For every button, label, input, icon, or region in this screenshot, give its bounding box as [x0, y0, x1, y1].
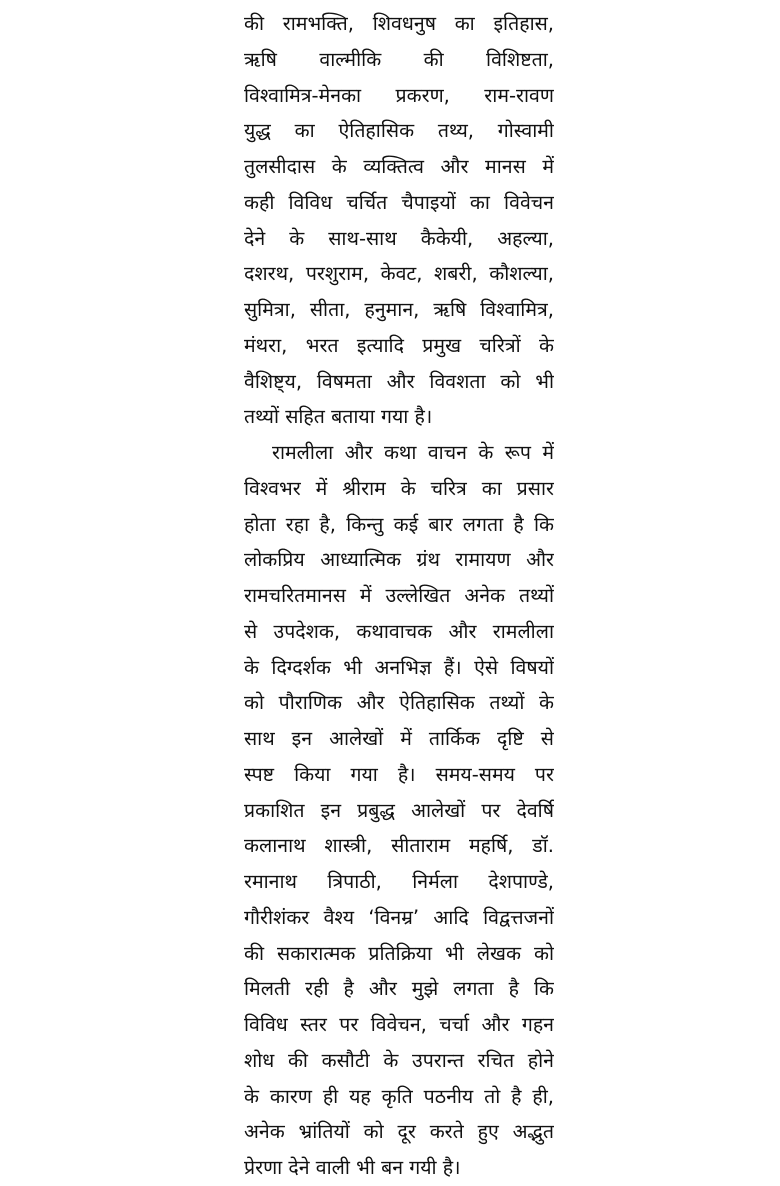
text-line: तुलसीदास के व्यक्तित्व और मानस में	[244, 155, 554, 178]
text-line: की सकारात्मक प्रतिक्रिया भी लेखक को	[244, 941, 554, 965]
text-line: के कारण ही यह कृति पठनीय तो है ही,	[244, 1084, 554, 1108]
text-line: ऋषि वाल्मीकि की विशिष्टता,	[244, 47, 554, 71]
text-line: के दिग्दर्शक भी अनभिज्ञ हैं। ऐसे विषयों	[244, 655, 554, 679]
text-line: रामलीला और कथा वाचन के रूप में	[272, 441, 554, 464]
text-line: तथ्यों सहित बताया गया है।	[244, 405, 433, 429]
paragraph-1	[244, 6, 554, 435]
text-line: कही विविध चर्चित चैपाइयों का विवेचन	[244, 190, 554, 214]
text-line: गौरीशंकर वैश्य ‘विनम्र’ आदि विद्वत्तजनों	[244, 905, 554, 929]
text-line: लोकप्रिय आध्यात्मिक ग्रंथ रामायण और	[244, 548, 554, 572]
text-line: विविध स्तर पर विवेचन, चर्चा और गहन	[244, 1013, 554, 1036]
text-line: अनेक भ्रांतियों को दूर करते हुए अद्भुत	[244, 1120, 554, 1144]
text-line: प्रेरणा देने वाली भी बन गयी है।	[244, 1156, 461, 1179]
text-line: मंथरा, भरत इत्यादि प्रमुख चरित्रों के	[244, 333, 554, 357]
text-line: कलानाथ शास्त्री, सीताराम महर्षि, डॉ.	[244, 834, 554, 858]
text-line: शोध की कसौटी के उपरान्त रचित होने	[244, 1048, 554, 1072]
paragraph-2	[244, 435, 554, 1186]
text-line: वैशिष्ट्य, विषमता और विवशता को भी	[244, 369, 554, 393]
text-line: विश्वभर में श्रीराम के चरित्र का प्रसार	[244, 476, 554, 500]
text-line: युद्ध का ऐतिहासिक तथ्य, गोस्वामी	[244, 119, 554, 143]
text-line: रमानाथ त्रिपाठी, निर्मला देशपाण्डे,	[244, 870, 554, 893]
text-line: साथ इन आलेखों में तार्किक दृष्टि से	[244, 727, 554, 750]
text-line: रामचरितमानस में उल्लेखित अनेक तथ्यों	[244, 584, 554, 607]
text-line: विश्वामित्र-मेनका प्रकरण, राम-रावण	[244, 83, 554, 107]
text-line: दशरथ, परशुराम, केवट, शबरी, कौशल्या,	[244, 262, 554, 286]
text-column	[244, 6, 554, 1186]
text-line: स्पष्ट किया गया है। समय-समय पर	[244, 762, 554, 786]
text-line: होता रहा है, किन्तु कई बार लगता है कि	[244, 512, 554, 536]
text-line: सुमित्रा, सीता, हनुमान, ऋषि विश्वामित्र,	[244, 298, 554, 321]
text-line: से उपदेशक, कथावाचक और रामलीला	[244, 619, 554, 643]
text-line: को पौराणिक और ऐतिहासिक तथ्यों के	[244, 691, 554, 715]
text-line: देने के साथ-साथ कैकेयी, अहल्या,	[244, 226, 554, 250]
text-line: प्रकाशित इन प्रबुद्ध आलेखों पर देवर्षि	[244, 798, 554, 822]
text-line: की रामभक्ति, शिवधनुष का इतिहास,	[244, 12, 554, 35]
text-line: मिलती रही है और मुझे लगता है कि	[244, 977, 554, 1001]
